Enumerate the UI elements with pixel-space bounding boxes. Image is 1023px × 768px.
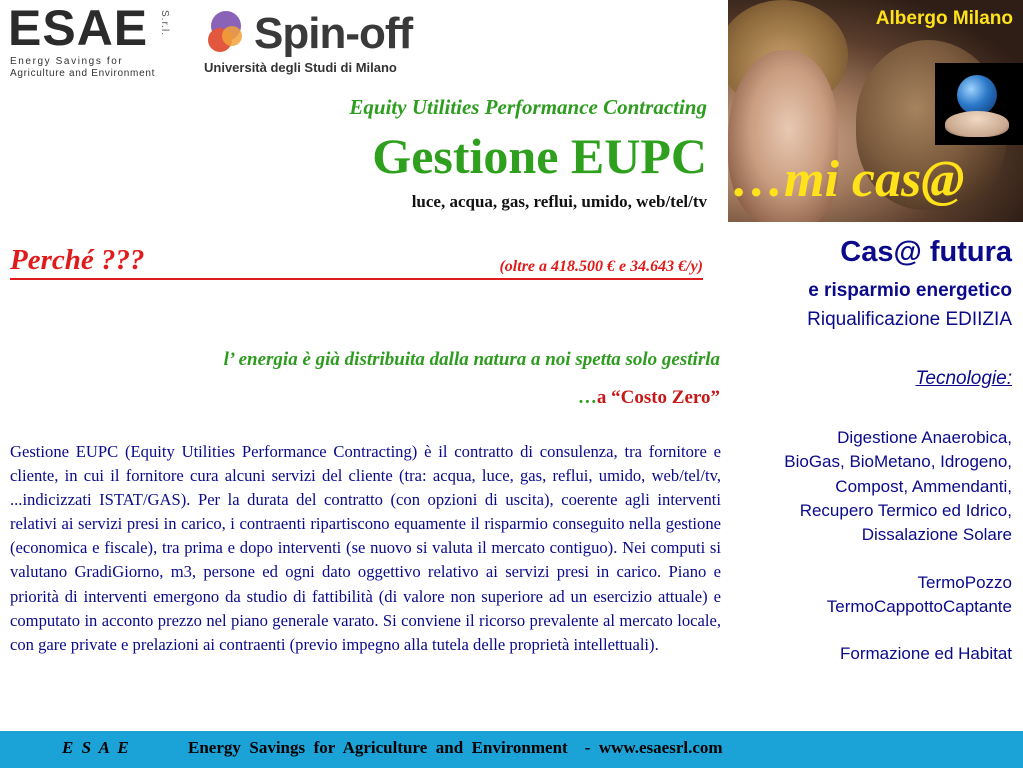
costo-zero-dots: … bbox=[577, 387, 597, 408]
tech-list-item: Compost, Ammendanti, bbox=[835, 476, 1012, 496]
costo-zero-text: a “Costo Zero” bbox=[596, 387, 720, 408]
risparmio-subheading: e risparmio energetico bbox=[808, 280, 1012, 301]
photo-caption: Albergo Milano bbox=[875, 8, 1013, 29]
photo-overlay-text: …mi cas@ bbox=[732, 151, 965, 208]
spinoff-swirl-icon bbox=[202, 6, 252, 60]
formazione-text: Formazione ed Habitat bbox=[840, 644, 1012, 663]
termo-list-item: TermoCappottoCaptante bbox=[826, 597, 1012, 617]
footer-text: Energy Savings for Agriculture and Environment - www.esaesrl.com bbox=[188, 738, 723, 757]
esae-logo bbox=[8, 0, 170, 80]
termo-list-item: TermoPozzo bbox=[917, 573, 1012, 592]
spinoff-logo bbox=[202, 4, 424, 80]
page-title: Gestione EUPC bbox=[372, 128, 707, 184]
globe-icon bbox=[957, 75, 997, 115]
footer-esae: E S A E bbox=[62, 738, 131, 757]
footer-bar bbox=[0, 731, 1023, 768]
costo-zero bbox=[578, 387, 720, 409]
perche-amount: (oltre a 418.500 € e 34.643 €/y) bbox=[499, 258, 703, 275]
perche-row bbox=[10, 244, 703, 280]
esae-logo-word: ESAE bbox=[8, 0, 149, 56]
spinoff-logo-word: Spin-off bbox=[254, 9, 413, 58]
tech-list-item: Recupero Termico ed Idrico, bbox=[799, 500, 1012, 520]
hands-icon bbox=[945, 111, 1009, 137]
esae-logo-tagline-1: Energy Savings for bbox=[10, 56, 124, 67]
services-line: luce, acqua, gas, reflui, umido, web/tel/tv bbox=[411, 192, 707, 211]
riqualificazione-text: Riqualificazione EDIIZIA bbox=[807, 309, 1012, 330]
tech-list-item: Digestione Anaerobica, bbox=[837, 428, 1012, 447]
tecnologie-heading: Tecnologie: bbox=[915, 368, 1012, 389]
et-photo bbox=[728, 0, 1023, 222]
globe-in-hands-image bbox=[935, 63, 1023, 145]
energy-statement: l’ energia è già distribuita dalla natura a noi spetta solo gestirla bbox=[223, 349, 720, 370]
esae-logo-tagline-2: Agriculture and Environment bbox=[10, 68, 156, 79]
tech-list-item: BioGas, BioMetano, Idrogeno, bbox=[784, 452, 1012, 472]
casa-futura-heading: Cas@ futura bbox=[840, 236, 1012, 268]
spinoff-logo-university: Università degli Studi di Milano bbox=[204, 60, 397, 75]
esae-logo-srl: S.r.l. bbox=[159, 10, 170, 37]
body-paragraph: Gestione EUPC (Equity Utilities Performance Contracting) è il contratto di consulenza, tra fornitore e cliente, in cui il fornitore cura alcuni servizi del cliente (tra: acqua, luce, gas, reflui, umido, web/tel/tv, ...indicizzati ISTAT/GAS). Per la durata del contratto (con opzioni di uscita), coerente agli interventi relativi ai servizi presi in carico, i contraenti ripartiscono equamente il risparmio conseguito nella gestione (economica e fiscale), tra prima e dopo interventi (se nuovo si valuta il mercato contiguo). Nei computi si valutano GradiGiorno, m3, persone ed ogni dato oggettivo relativo ai servizi presi in carico. Piano e priorità di interventi emergono da studio di fattibilità (di valore non superiore ad un esercizio attuale) e computato in acconto prezzo nel piano generale varato. Si conviene il ricorso prevalente al mercato locale, con gare private e prelazioni ai contraenti (previo impegno alla tutela delle proprietà intellettuali). bbox=[10, 442, 721, 654]
termo-list bbox=[827, 571, 1012, 620]
tech-list-item: Dissalazione Solare bbox=[861, 525, 1012, 545]
subtitle: Equity Utilities Performance Contracting bbox=[349, 95, 707, 119]
perche-label: Perché ??? bbox=[10, 244, 145, 276]
tech-list bbox=[784, 426, 1012, 547]
